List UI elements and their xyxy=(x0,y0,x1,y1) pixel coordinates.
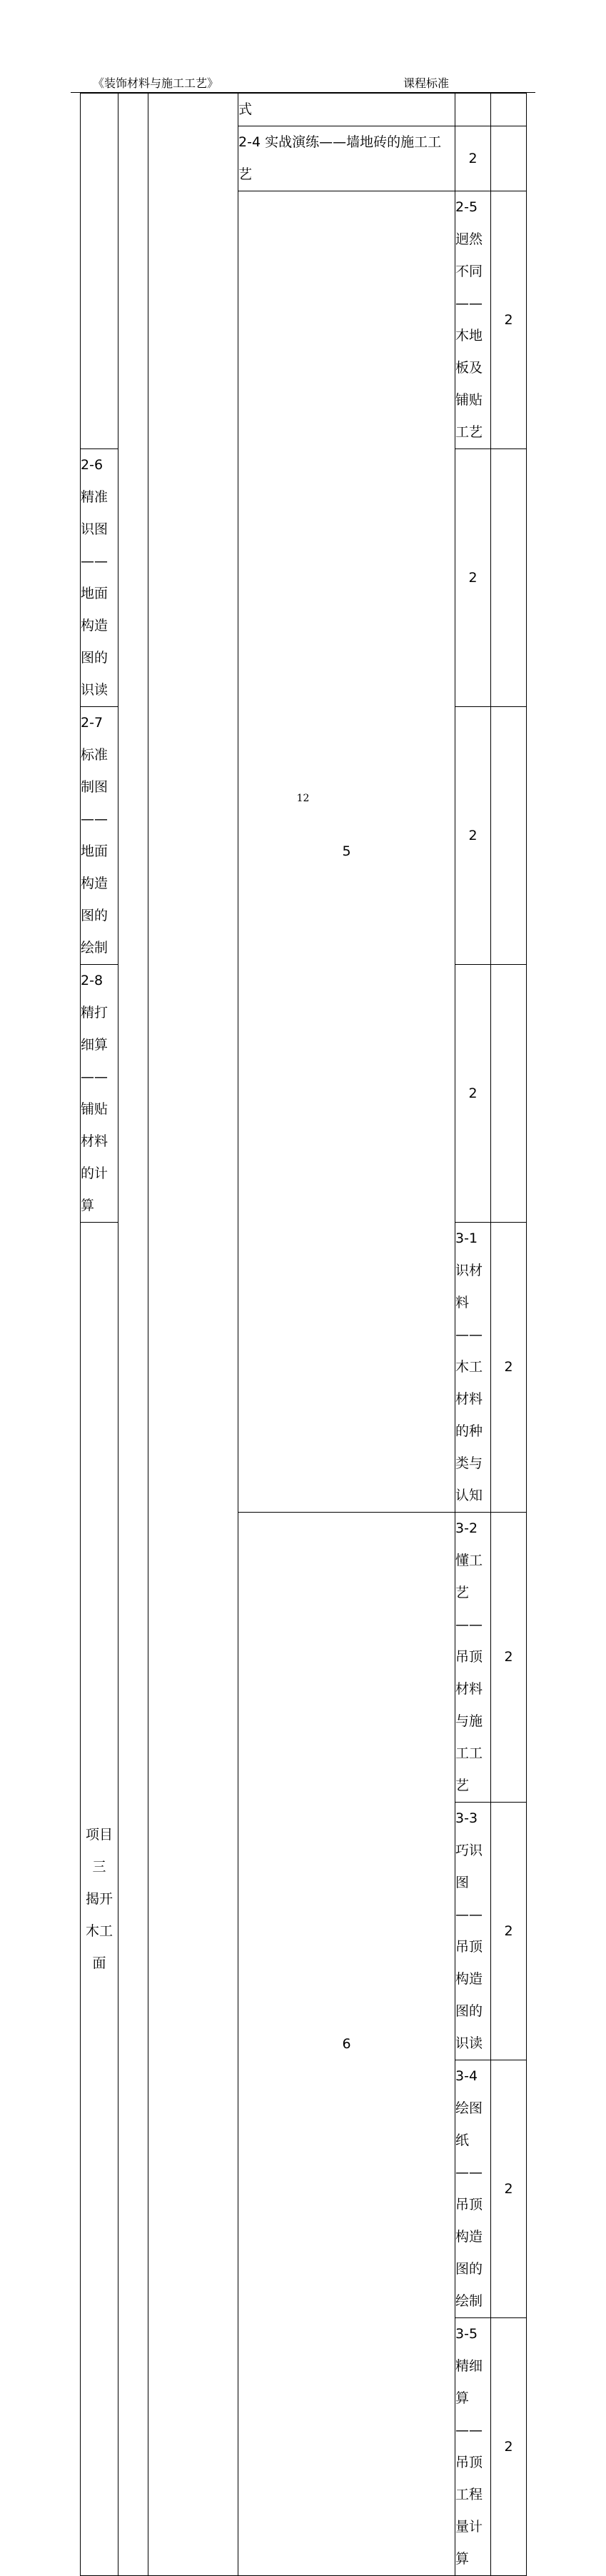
topic-cell: 3-1 识材料——木工材料的种类与认知 xyxy=(455,1223,491,1513)
topic-cell: 3-3 巧识图——吊顶构造图的识读 xyxy=(455,1803,491,2060)
notes-cell xyxy=(491,965,527,1223)
week-cell-previous xyxy=(81,94,118,449)
hours-cell xyxy=(455,94,491,126)
document-type: 课程标准 xyxy=(403,76,450,90)
hours-cell: 2 xyxy=(491,2060,527,2318)
notes-cell xyxy=(491,126,527,191)
project-cell xyxy=(81,1223,118,2576)
project-title: 揭开木工面 xyxy=(85,1890,113,1971)
topic-cell: 2-5 迥然不同——木地板及铺贴工艺 xyxy=(455,191,491,449)
hours-cell: 2 xyxy=(455,449,491,707)
table-row xyxy=(81,94,527,126)
page-number: 12 xyxy=(296,793,310,804)
document-title: 《装饰材料与施工工艺》 xyxy=(93,76,219,90)
course-schedule-table xyxy=(80,93,527,2576)
hours-cell: 2 xyxy=(455,126,491,191)
hours-cell: 2 xyxy=(491,1223,527,1513)
hours-cell: 2 xyxy=(455,965,491,1223)
notes-cell xyxy=(491,94,527,126)
hours-cell: 2 xyxy=(455,707,491,965)
topic-cell: 2-8 精打细算——铺贴材料的计算 xyxy=(81,965,118,1223)
hours-cell: 2 xyxy=(491,2318,527,2576)
week-cell: 5 xyxy=(238,191,455,1513)
notes-cell xyxy=(491,707,527,965)
topic-cell: 2-6 精准识图——地面构造图的识读 xyxy=(81,449,118,707)
topic-cell: 3-2 懂工艺——吊顶材料与施工工艺 xyxy=(455,1513,491,1803)
hours-cell: 2 xyxy=(491,1803,527,2060)
hours-cell: 2 xyxy=(491,191,527,449)
project-number: 项目三 xyxy=(85,1826,113,1875)
topic-cell: 式 xyxy=(238,94,455,126)
topic-cell: 3-4 绘图纸——吊顶构造图的绘制 xyxy=(455,2060,491,2318)
week-cell: 6 xyxy=(238,1513,455,2576)
topic-cell: 2-4 实战演练——墙地砖的施工工艺 xyxy=(238,126,455,191)
project-cell-previous xyxy=(148,94,238,2576)
topic-cell: 3-5 精细算——吊顶工程量计算 xyxy=(455,2318,491,2576)
topic-cell: 2-7 标准制图——地面构造图的绘制 xyxy=(81,707,118,965)
column-2-cell xyxy=(118,94,148,2576)
hours-cell: 2 xyxy=(491,1513,527,1803)
notes-cell xyxy=(491,449,527,707)
